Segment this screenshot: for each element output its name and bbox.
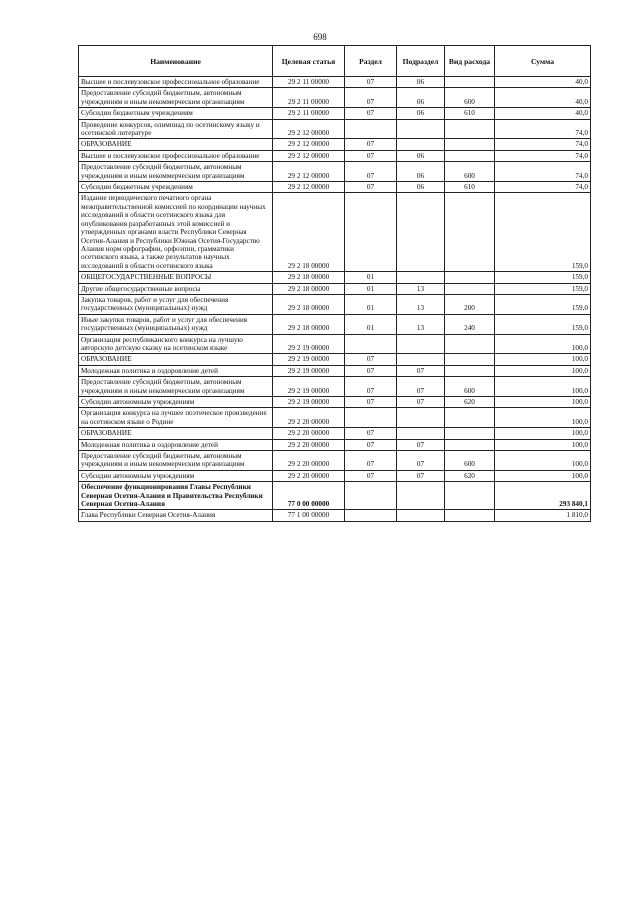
cell-section: 07 — [345, 88, 397, 108]
cell-section — [345, 334, 397, 354]
cell-subsection: 07 — [397, 451, 445, 471]
cell-subsection: 06 — [397, 150, 445, 161]
cell-type — [445, 408, 495, 428]
table-row — [79, 77, 591, 88]
cell-sum: 100,0 — [495, 439, 591, 450]
cell-type: 600 — [445, 451, 495, 471]
cell-subsection — [397, 272, 445, 283]
cell-type: 240 — [445, 314, 495, 334]
cell-section: 07 — [345, 77, 397, 88]
cell-section: 07 — [345, 182, 397, 193]
cell-code: 29 2 20 00000 — [273, 451, 345, 471]
cell-code: 29 2 18 00000 — [273, 294, 345, 314]
table-row — [79, 428, 591, 439]
cell-name: ОБРАЗОВАНИЕ — [79, 139, 273, 150]
cell-code: 29 2 12 00000 — [273, 182, 345, 193]
cell-type — [445, 365, 495, 376]
header-name: Наименование — [79, 46, 273, 77]
cell-code: 29 2 20 00000 — [273, 428, 345, 439]
cell-sum: 40,0 — [495, 108, 591, 119]
cell-name: Субсидии автономным учреждениям — [79, 470, 273, 481]
cell-name: Иные закупки товаров, работ и услуг для обеспечения государственных (муниципальных) нужд — [79, 314, 273, 334]
cell-sum: 100,0 — [495, 428, 591, 439]
cell-type — [445, 283, 495, 294]
table-row — [79, 510, 591, 521]
cell-code: 29 2 11 00000 — [273, 108, 345, 119]
cell-subsection — [397, 193, 445, 272]
cell-type — [445, 139, 495, 150]
cell-subsection — [397, 408, 445, 428]
cell-type — [445, 354, 495, 365]
page-number: 698 — [313, 32, 327, 42]
cell-section: 01 — [345, 294, 397, 314]
cell-code: 77 0 00 00000 — [273, 482, 345, 510]
cell-name: Субсидии бюджетным учреждениям — [79, 108, 273, 119]
header-sum: Сумма — [495, 46, 591, 77]
cell-type: 620 — [445, 470, 495, 481]
cell-subsection — [397, 119, 445, 139]
cell-code: 29 2 12 00000 — [273, 119, 345, 139]
budget-table — [78, 45, 591, 522]
table-row — [79, 397, 591, 408]
cell-code: 29 2 18 00000 — [273, 314, 345, 334]
cell-subsection: 07 — [397, 397, 445, 408]
table-row — [79, 139, 591, 150]
cell-sum: 159,0 — [495, 314, 591, 334]
table-row — [79, 314, 591, 334]
cell-type — [445, 150, 495, 161]
cell-type — [445, 439, 495, 450]
cell-subsection: 07 — [397, 365, 445, 376]
cell-section — [345, 119, 397, 139]
cell-subsection: 07 — [397, 439, 445, 450]
cell-subsection: 06 — [397, 77, 445, 88]
table-row — [79, 451, 591, 471]
cell-type — [445, 119, 495, 139]
cell-type: 620 — [445, 397, 495, 408]
cell-subsection: 13 — [397, 294, 445, 314]
cell-subsection: 07 — [397, 377, 445, 397]
cell-subsection: 06 — [397, 88, 445, 108]
cell-sum: 100,0 — [495, 470, 591, 481]
cell-name: Субсидии бюджетным учреждениям — [79, 182, 273, 193]
cell-section: 07 — [345, 108, 397, 119]
cell-code: 29 2 19 00000 — [273, 397, 345, 408]
cell-section: 07 — [345, 439, 397, 450]
cell-code: 29 2 12 00000 — [273, 162, 345, 182]
cell-subsection: 13 — [397, 314, 445, 334]
cell-name: Глава Республики Северная Осетия-Алания — [79, 510, 273, 521]
cell-subsection — [397, 482, 445, 510]
cell-type — [445, 77, 495, 88]
cell-name: Предоставление субсидий бюджетным, автономным учреждениям и иным некоммерческим организациям — [79, 88, 273, 108]
cell-name: Молодежная политика и оздоровление детей — [79, 439, 273, 450]
cell-sum: 74,0 — [495, 119, 591, 139]
cell-subsection: 06 — [397, 182, 445, 193]
cell-section: 01 — [345, 314, 397, 334]
cell-sum: 100,0 — [495, 377, 591, 397]
cell-section — [345, 408, 397, 428]
cell-sum: 40,0 — [495, 77, 591, 88]
table-row — [79, 439, 591, 450]
cell-name: Организация республиканского конкурса на лучшую авторскую детскую сказку на осетинском языке — [79, 334, 273, 354]
cell-name: Молодежная политика и оздоровление детей — [79, 365, 273, 376]
cell-code: 29 2 19 00000 — [273, 354, 345, 365]
cell-type — [445, 482, 495, 510]
cell-code: 29 2 18 00000 — [273, 193, 345, 272]
cell-type: 600 — [445, 377, 495, 397]
table-row — [79, 470, 591, 481]
cell-name: Высшее и послевузовское профессиональное образование — [79, 77, 273, 88]
cell-name: Субсидии автономным учреждениям — [79, 397, 273, 408]
cell-sum: 74,0 — [495, 162, 591, 182]
cell-sum: 159,0 — [495, 193, 591, 272]
cell-code: 77 1 00 00000 — [273, 510, 345, 521]
table-row — [79, 88, 591, 108]
cell-code: 29 2 20 00000 — [273, 470, 345, 481]
table-body — [79, 77, 591, 522]
table-row — [79, 294, 591, 314]
table-row — [79, 377, 591, 397]
table-row — [79, 334, 591, 354]
cell-type: 200 — [445, 294, 495, 314]
table-row — [79, 182, 591, 193]
cell-code: 29 2 11 00000 — [273, 77, 345, 88]
cell-code: 29 2 19 00000 — [273, 377, 345, 397]
header-row — [79, 46, 591, 77]
table-row — [79, 482, 591, 510]
table-row — [79, 150, 591, 161]
cell-name: Другие общегосударственные вопросы — [79, 283, 273, 294]
cell-subsection — [397, 139, 445, 150]
cell-code: 29 2 12 00000 — [273, 139, 345, 150]
cell-name: Высшее и послевузовское профессиональное образование — [79, 150, 273, 161]
header-type: Вид расхода — [445, 46, 495, 77]
header-code: Целевая статья — [273, 46, 345, 77]
cell-section: 07 — [345, 470, 397, 481]
cell-code: 29 2 19 00000 — [273, 365, 345, 376]
cell-name: Организация конкурса на лучшее поэтическое произведение на осетинском языке о Родине — [79, 408, 273, 428]
cell-code: 29 2 11 00000 — [273, 88, 345, 108]
cell-sum: 100,0 — [495, 354, 591, 365]
cell-section: 07 — [345, 397, 397, 408]
cell-code: 29 2 18 00000 — [273, 272, 345, 283]
cell-subsection: 06 — [397, 108, 445, 119]
cell-type — [445, 428, 495, 439]
cell-sum: 74,0 — [495, 182, 591, 193]
cell-name: Проведение конкурсов, олимпиад по осетинскому языку и осетинской литературе — [79, 119, 273, 139]
cell-name: Издание периодического печатного органа межправительственной комиссией по координации научных исследований в области осетинского языка для опубликования разработанных этой комиссией и утвержденных органами власти Республики Северная Осетия-Алания и Республики Южная Осетия-Государство Алания норм орфографии, орфоэпии, грамматики осетинского языка, а также результатов научных исследований в области осетинского языка — [79, 193, 273, 272]
cell-name: ОБРАЗОВАНИЕ — [79, 428, 273, 439]
cell-section: 07 — [345, 365, 397, 376]
table-row — [79, 283, 591, 294]
cell-subsection: 13 — [397, 283, 445, 294]
cell-sum: 40,0 — [495, 88, 591, 108]
table-row — [79, 365, 591, 376]
table-row — [79, 108, 591, 119]
cell-section — [345, 193, 397, 272]
cell-subsection — [397, 334, 445, 354]
table-row — [79, 408, 591, 428]
cell-type: 600 — [445, 88, 495, 108]
cell-name: Обеспечение функционирования Главы Республики Северная Осетия-Алания и Правительства Республики Северная Осетия-Алания — [79, 482, 273, 510]
cell-subsection — [397, 510, 445, 521]
cell-subsection — [397, 428, 445, 439]
cell-section: 07 — [345, 354, 397, 365]
cell-section — [345, 510, 397, 521]
cell-code: 29 2 20 00000 — [273, 439, 345, 450]
cell-type — [445, 272, 495, 283]
table-row — [79, 193, 591, 272]
cell-section: 07 — [345, 150, 397, 161]
cell-code: 29 2 19 00000 — [273, 334, 345, 354]
cell-sum: 159,0 — [495, 272, 591, 283]
table-row — [79, 119, 591, 139]
cell-sum: 74,0 — [495, 150, 591, 161]
cell-sum: 100,0 — [495, 397, 591, 408]
cell-code: 29 2 12 00000 — [273, 150, 345, 161]
cell-sum: 1 810,0 — [495, 510, 591, 521]
cell-subsection: 07 — [397, 470, 445, 481]
table-header — [79, 46, 591, 77]
cell-name: Предоставление субсидий бюджетным, автономным учреждениям и иным некоммерческим организациям — [79, 451, 273, 471]
cell-section: 07 — [345, 162, 397, 182]
header-section: Раздел — [345, 46, 397, 77]
cell-sum: 100,0 — [495, 334, 591, 354]
cell-sum: 159,0 — [495, 294, 591, 314]
cell-section: 07 — [345, 428, 397, 439]
cell-type: 610 — [445, 108, 495, 119]
cell-type — [445, 193, 495, 272]
cell-type — [445, 334, 495, 354]
table-row — [79, 354, 591, 365]
cell-section: 01 — [345, 283, 397, 294]
cell-section — [345, 482, 397, 510]
cell-sum: 293 840,1 — [495, 482, 591, 510]
cell-sum: 100,0 — [495, 408, 591, 428]
cell-type: 610 — [445, 182, 495, 193]
cell-type: 600 — [445, 162, 495, 182]
cell-name: ОБРАЗОВАНИЕ — [79, 354, 273, 365]
cell-name: Закупка товаров, работ и услуг для обеспечения государственных (муниципальных) нужд — [79, 294, 273, 314]
cell-sum: 100,0 — [495, 451, 591, 471]
cell-type — [445, 510, 495, 521]
cell-name: Предоставление субсидий бюджетным, автономным учреждениям и иным некоммерческим организациям — [79, 377, 273, 397]
cell-code: 29 2 20 00000 — [273, 408, 345, 428]
cell-sum: 100,0 — [495, 365, 591, 376]
cell-section: 07 — [345, 139, 397, 150]
cell-sum: 159,0 — [495, 283, 591, 294]
table-row — [79, 162, 591, 182]
cell-name: Предоставление субсидий бюджетным, автономным учреждениям и иным некоммерческим организациям — [79, 162, 273, 182]
cell-subsection: 06 — [397, 162, 445, 182]
cell-subsection — [397, 354, 445, 365]
cell-code: 29 2 18 00000 — [273, 283, 345, 294]
table-row — [79, 272, 591, 283]
cell-sum: 74,0 — [495, 139, 591, 150]
cell-section: 01 — [345, 272, 397, 283]
cell-name: ОБЩЕГОСУДАРСТВЕННЫЕ ВОПРОСЫ — [79, 272, 273, 283]
header-subsection: Подраздел — [397, 46, 445, 77]
cell-section: 07 — [345, 451, 397, 471]
cell-section: 07 — [345, 377, 397, 397]
